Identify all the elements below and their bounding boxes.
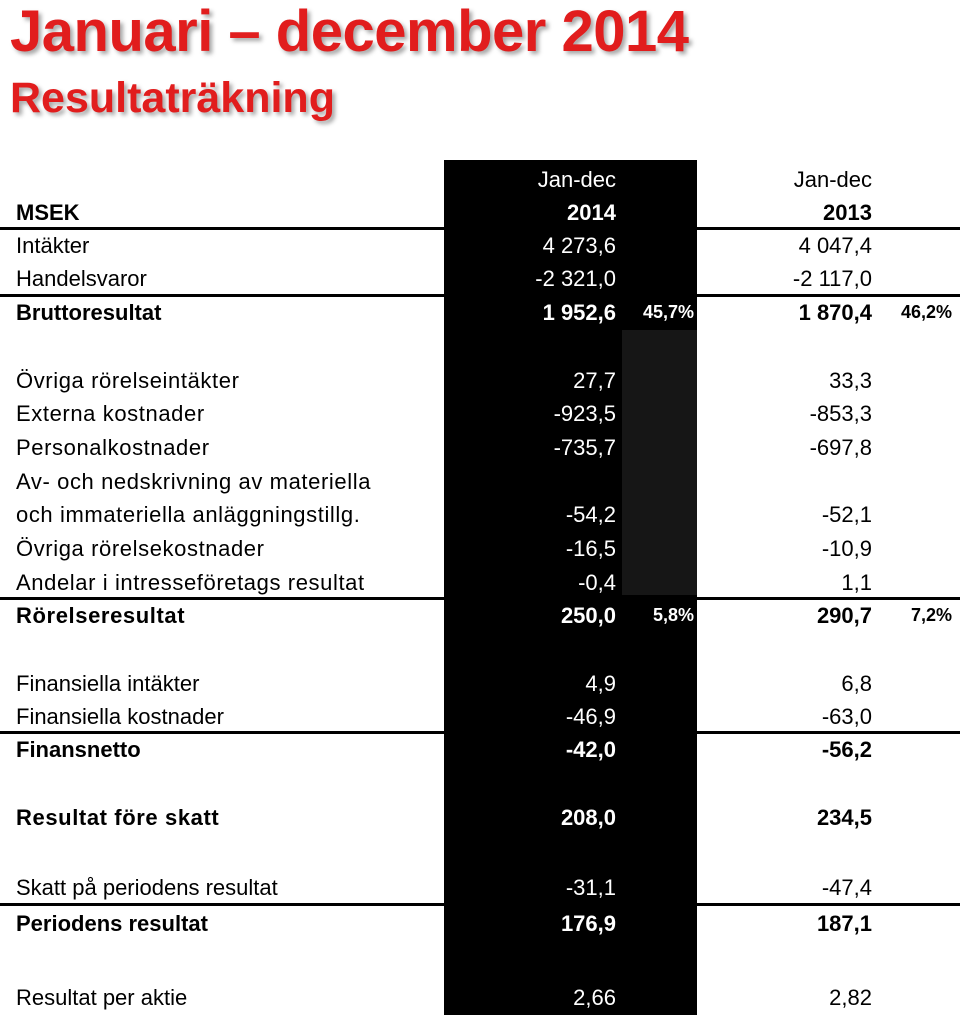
margin-2014: 5,8% [652,605,694,625]
table-row-subtotal: Resultat före skatt 208,0 234,5 [16,805,872,830]
table-row-subtotal: Finansnetto -42,0 -56,2 [16,737,872,762]
margin-2013: 46,2% [900,302,952,322]
table-row: Intäkter 4 273,6 4 047,4 [16,233,872,258]
table-row: Finansiella kostnader -46,9 -63,0 [16,704,872,729]
header-unit: MSEK [16,200,80,225]
table-row-subtotal: Bruttoresultat 1 952,6 45,7% 1 870,4 46,2% [0,296,960,329]
slide-subtitle: Resultaträkning [10,74,335,122]
table-row: Handelsvaror -2 321,0 -2 117,0 [16,266,872,291]
header-period-2013: Jan-dec [793,167,872,192]
table-row: Övriga rörelseintäkter 27,7 33,3 [16,368,872,393]
table-row: Finansiella intäkter 4,9 6,8 [16,671,872,696]
header-period-2014: Jan-dec [537,167,616,192]
table-row: Av- och nedskrivning av materiella [16,469,372,494]
header-year-2013: 2013 [823,200,872,225]
slide-title: Januari – december 2014 [10,0,689,64]
margin-2014: 45,7% [642,302,694,322]
table-row: Personalkostnader -735,7 -697,8 [16,435,872,460]
table-row: Skatt på periodens resultat -31,1 -47,4 [16,875,872,900]
margin-2013: 7,2% [910,605,952,625]
header-year-2014: 2014 [567,200,616,225]
table-row: Övriga rörelsekostnader -16,5 -10,9 [16,536,872,561]
table-row: och immateriella anläggningstillg. -54,2 -52,1 [16,502,872,527]
table-row: Externa kostnader -923,5 -853,3 [16,401,872,426]
header-row-period [0,163,960,196]
table-row-subtotal: Periodens resultat 176,9 187,1 [16,911,872,936]
header-row-year [0,196,960,229]
table-row-subtotal: Rörelseresultat 250,0 5,8% 290,7 7,2% [0,599,960,632]
rule-line [0,903,960,906]
table-row: Resultat per aktie 2,66 2,82 [16,985,872,1010]
table-row: Andelar i intresseföretags resultat -0,4 1,1 [16,570,872,595]
